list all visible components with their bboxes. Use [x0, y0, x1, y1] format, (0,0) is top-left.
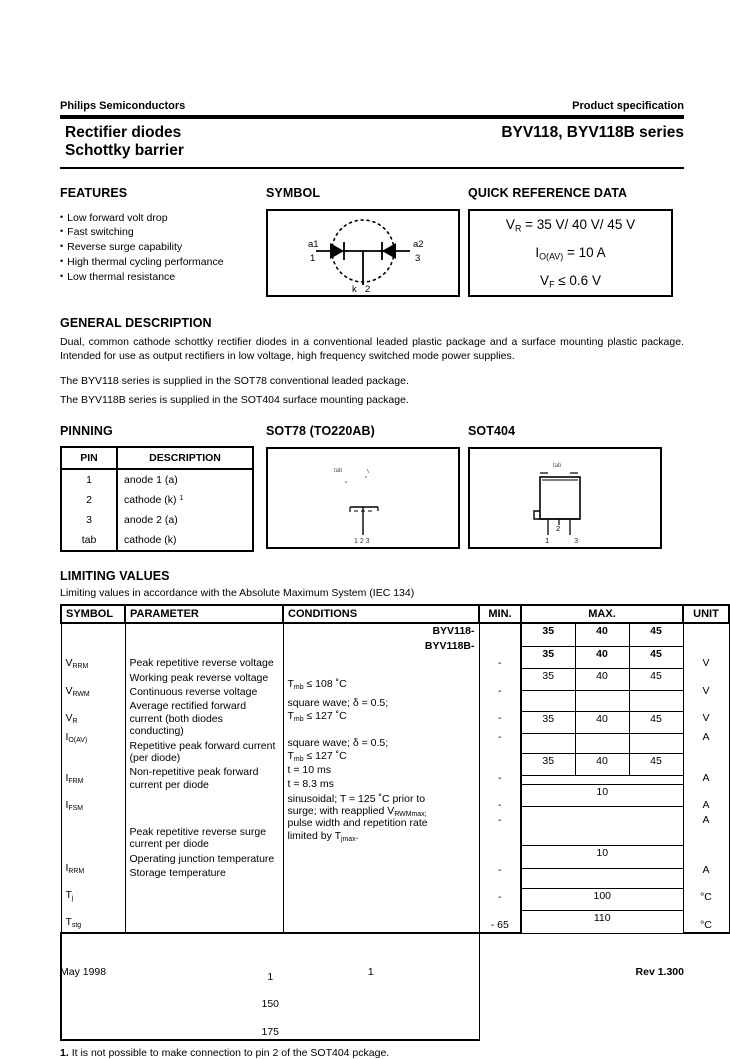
min-IFSM-10ms: -: [498, 799, 502, 812]
pinning-header-row: [61, 447, 253, 469]
symbol-section: [266, 186, 468, 297]
max-vrwm-40: 40: [575, 711, 629, 733]
pin-description: [117, 469, 253, 490]
feature-item: • Reverse surge capability: [60, 240, 266, 255]
conditions-IFSM-83ms: t = 8.3 ms: [287, 778, 334, 791]
pinning-heading: PINNING: [60, 424, 113, 439]
col-unit: UNIT: [683, 605, 729, 623]
max-vr-40: 40: [575, 754, 629, 776]
min-IFRM: -: [498, 771, 502, 784]
unit-IFSM-10ms: A: [702, 799, 710, 812]
unit-IRRM: A: [702, 863, 710, 876]
limiting-values-section: [60, 569, 719, 1059]
symbol-VRRM: $V_{RRM}$: [65, 657, 89, 671]
general-description-paragraph-2-line-2: The BYV118B series is supplied in the SOT404 surface mounting package.: [60, 394, 409, 407]
symbol-column-cell: [61, 623, 125, 933]
sot78-drawing-box: [266, 447, 460, 549]
footer-date: May 1998: [60, 966, 107, 978]
pin-description-text: anode 2 (a): [124, 514, 178, 527]
unit-Tj: °C: [700, 891, 712, 904]
max-type-35-bold: 35: [521, 623, 575, 646]
svg-text:a1: a1: [308, 238, 319, 250]
conditions-IFSM-10ms: t = 10 ms: [287, 763, 331, 776]
max-tstg: 175: [261, 1025, 280, 1038]
parameter-Tstg: Storage temperature: [129, 867, 226, 880]
footer-page-number: 1: [367, 966, 374, 978]
svg-text:3: 3: [415, 252, 421, 264]
col-conditions: CONDITIONS: [283, 605, 479, 623]
quick-reference-section: [468, 186, 684, 297]
table-row: [61, 510, 253, 530]
sot78-pin-labels: 1 2 3: [354, 538, 370, 546]
max-vrwm-35: 35: [521, 711, 575, 733]
sot404-heading: SOT404: [468, 424, 516, 439]
title-line-2: Schottky barrier: [65, 142, 184, 160]
pin-number: 2: [86, 494, 92, 507]
svg-text:k: k: [352, 283, 357, 295]
min-column-cell: [479, 623, 521, 933]
min-IRRM: -: [498, 863, 502, 876]
type-label-byv118b: BYV118B-: [424, 639, 475, 652]
min-VRWM: -: [498, 684, 502, 697]
sot78-package-icon: [268, 449, 458, 547]
max-ifsm-83ms: 110: [521, 911, 683, 933]
footer-revision: Rev 1.300: [635, 966, 684, 978]
page-footer: [60, 966, 684, 978]
limiting-values-header-row: [61, 605, 729, 623]
max-irrm-group: [61, 933, 479, 1040]
parameter-VRWM: Working peak reverse voltage: [129, 671, 269, 684]
symbol-IFSM: $I_{FSM}$: [65, 799, 84, 813]
general-description-heading: GENERAL DESCRIPTION: [60, 315, 212, 330]
min-IOAV: -: [498, 731, 502, 744]
type-label-byv118: BYV118-: [432, 625, 475, 638]
feature-item: • Low thermal resistance: [60, 270, 266, 285]
pin-description: [117, 510, 253, 530]
symbol-Tstg: $T_{stg}$: [65, 916, 82, 930]
symbol-IOAV: $I_{O(AV)}$: [65, 731, 88, 745]
table-row: [61, 490, 253, 510]
unit-VR: V: [702, 712, 710, 724]
max-vr-45: 45: [629, 754, 683, 776]
max-tj: 150: [261, 998, 280, 1011]
quick-reference-box: [468, 209, 673, 297]
unit-IFSM-83ms: A: [702, 813, 710, 826]
symbol-VRWM: $V_{RWM}$: [65, 684, 90, 698]
min-Tstg: - 65: [490, 918, 509, 931]
max-ifsm-10ms: 100: [521, 888, 683, 910]
parameter-VRRM: Peak repetitive reverse voltage: [129, 657, 274, 670]
qrd-row: [540, 273, 601, 288]
qrd-symbol: V: [505, 217, 515, 233]
feature-item: • Low forward volt drop: [60, 211, 266, 226]
pin-number: 3: [86, 514, 92, 527]
title-block: [60, 119, 684, 167]
col-max: MAX.: [521, 605, 683, 623]
qrd-value: ≤ 0.6 V: [554, 273, 601, 289]
sot404-label-2: 2: [556, 524, 561, 534]
general-description-paragraph-2-line-1: The BYV118 series is supplied in the SOT78 conventional leaded package.: [60, 374, 409, 387]
parameter-column-cell: [125, 623, 283, 933]
pin-description-text: cathode (k): [124, 534, 177, 547]
qrd-row: [506, 217, 635, 232]
qrd-symbol: V: [540, 273, 550, 289]
unit-column-cell: [683, 623, 729, 933]
footnote-text: It is not possible to make connection to pin 2 of the SOT404 pckage.: [71, 1047, 390, 1059]
max-type-45-bold: 45: [629, 623, 683, 646]
parameter-IOAV: Average rectified forward current (both diodes conducting): [129, 700, 247, 738]
dual-diode-symbol-icon: [268, 211, 458, 295]
symbol-heading: SYMBOL: [266, 185, 321, 200]
unit-IOAV: A: [702, 731, 710, 744]
features-section: [60, 186, 266, 297]
qrd-value: = 35 V/ 40 V/ 45 V: [521, 217, 636, 233]
qrd-symbol: I: [535, 245, 540, 261]
table-row: [61, 469, 253, 490]
pin-footnote-marker: 1: [179, 495, 184, 503]
parameter-VR: Continuous reverse voltage: [129, 686, 258, 698]
conditions-IFRM: square wave; δ = 0.5; $T_{mb} \le 127$ ˚C: [287, 737, 389, 763]
parameter-IFRM: Repetitive peak forward current (per diode): [129, 739, 276, 764]
qrd-value: = 10 A: [563, 245, 606, 261]
limiting-values-heading: LIMITING VALUES: [60, 569, 170, 584]
pinning-col-pin: PIN: [61, 447, 117, 469]
pin-number: tab: [81, 534, 97, 547]
sot404-section: [468, 424, 684, 552]
parameter-Tj: Operating junction temperature: [129, 852, 275, 865]
pin-description: [117, 490, 253, 510]
feature-item: • High thermal cycling performance: [60, 255, 266, 270]
unit-VRWM: V: [702, 684, 710, 697]
svg-text:a2: a2: [413, 238, 424, 250]
unit-IFRM: A: [702, 771, 710, 784]
min-VRRM: -: [498, 657, 502, 670]
parameter-IRRM: Peak repetitive reverse surge current per diode: [129, 826, 267, 851]
features-heading: FEATURES: [60, 185, 128, 200]
qrd-row: [535, 245, 605, 260]
unit-Tstg: °C: [700, 918, 712, 931]
sot404-package-icon: [470, 449, 660, 547]
qrd-subscript: R: [514, 223, 522, 234]
symbol-diagram-box: [266, 209, 460, 297]
max-vrwm-45: 45: [629, 711, 683, 733]
col-min: MIN.: [479, 605, 521, 623]
max-irrm: 1: [267, 971, 274, 983]
pinning-and-packages: [60, 424, 684, 552]
document-header: [60, 100, 684, 115]
company-name: Philips Semiconductors: [60, 100, 186, 112]
svg-text:2: 2: [365, 283, 371, 295]
max-vr-35: 35: [521, 754, 575, 776]
part-series-title: BYV118, BYV118B series: [501, 124, 684, 141]
max-vrrm-35: 35: [521, 669, 575, 691]
sot78-heading: SOT78 (TO220AB): [266, 424, 375, 439]
svg-text:1: 1: [310, 252, 316, 264]
top-sections: [60, 186, 684, 297]
footnote-1: [60, 1047, 684, 1059]
max-type-45b-bold: 45: [629, 646, 683, 668]
col-parameter: PARAMETER: [125, 605, 283, 623]
min-Tj: -: [498, 891, 502, 904]
pin-description-text: cathode (k): [124, 494, 177, 507]
max-vrrm-40: 40: [575, 669, 629, 691]
pinning-col-description: DESCRIPTION: [117, 447, 253, 469]
sot78-section: [266, 424, 468, 552]
table-row: [61, 530, 253, 551]
pinning-table: [60, 446, 254, 552]
min-VR: -: [498, 712, 502, 724]
title-line-1: Rectifier diodes: [65, 124, 182, 141]
min-IFSM-83ms: -: [498, 813, 502, 826]
feature-item: • Fast switching: [60, 225, 266, 240]
symbol-VR: $V_R$: [65, 712, 78, 725]
symbol-Tj: $T_j$: [65, 888, 74, 902]
qrd-subscript: O(AV): [539, 251, 564, 262]
max-ifrm: 10: [521, 846, 683, 868]
conditions-IOAV: square wave; δ = 0.5; $T_{mb} \le 127$ ˚C: [287, 697, 389, 723]
pin-number: 1: [86, 474, 92, 487]
sot404-drawing-box: [468, 447, 662, 549]
sot404-label-3: 3: [574, 536, 579, 546]
unit-VRRM: V: [702, 657, 710, 670]
sot404-label-1: 1: [545, 536, 550, 546]
max-type-40b-bold: 40: [575, 646, 629, 668]
table-row-irrm: [61, 933, 729, 1040]
symbol-IRRM: $I_{RRM}$: [65, 861, 85, 875]
general-description-section: [60, 316, 684, 408]
max-vrrm-45: 45: [629, 669, 683, 691]
features-list: [60, 211, 266, 286]
parameter-IFSM: Non-repetitive peak forward current per diode: [129, 766, 259, 791]
qrd-subscript: F: [549, 279, 555, 290]
conditions-VR: $T_{mb} \le 108$ ˚C: [287, 678, 347, 691]
sot78-tab-label: tab: [334, 468, 343, 475]
quick-reference-heading: QUICK REFERENCE DATA: [468, 185, 628, 200]
pin-description-text: anode 1 (a): [124, 474, 178, 487]
max-ioav: 10: [521, 785, 683, 807]
page-content: [60, 0, 719, 1059]
col-symbol: SYMBOL: [61, 605, 125, 623]
document-type: Product specification: [572, 100, 684, 112]
footnote-number: 1.: [60, 1047, 69, 1059]
general-description-paragraph-1: Dual, common cathode schottky rectifier diodes in a conventional leaded plastic package and a surface mounting plastic package. Intended for use as output rectifiers in low voltage, high frequency switched mode power supplies.: [60, 335, 684, 362]
type-header-row: [61, 623, 729, 646]
conditions-column-cell: [283, 623, 479, 933]
sot404-tab-label: tab: [553, 463, 562, 470]
header-rule-bottom: [60, 167, 684, 169]
symbol-IFRM: $I_{FRM}$: [65, 771, 84, 785]
document-title: [65, 124, 184, 161]
pin-description: [117, 530, 253, 551]
conditions-IRRM: sinusoidal; T = 125 ˚C prior to surge; with reapplied $V_{RWMmax;}$ pulse width and repetition rate limited by $T_{jmax}$.: [287, 792, 428, 843]
limiting-values-subtitle: Limiting values in accordance with the Absolute Maximum System (IEC 134): [60, 587, 415, 600]
max-type-40-bold: 40: [575, 623, 629, 646]
pinning-section: [60, 424, 266, 552]
max-type-35b-bold: 35: [521, 646, 575, 668]
